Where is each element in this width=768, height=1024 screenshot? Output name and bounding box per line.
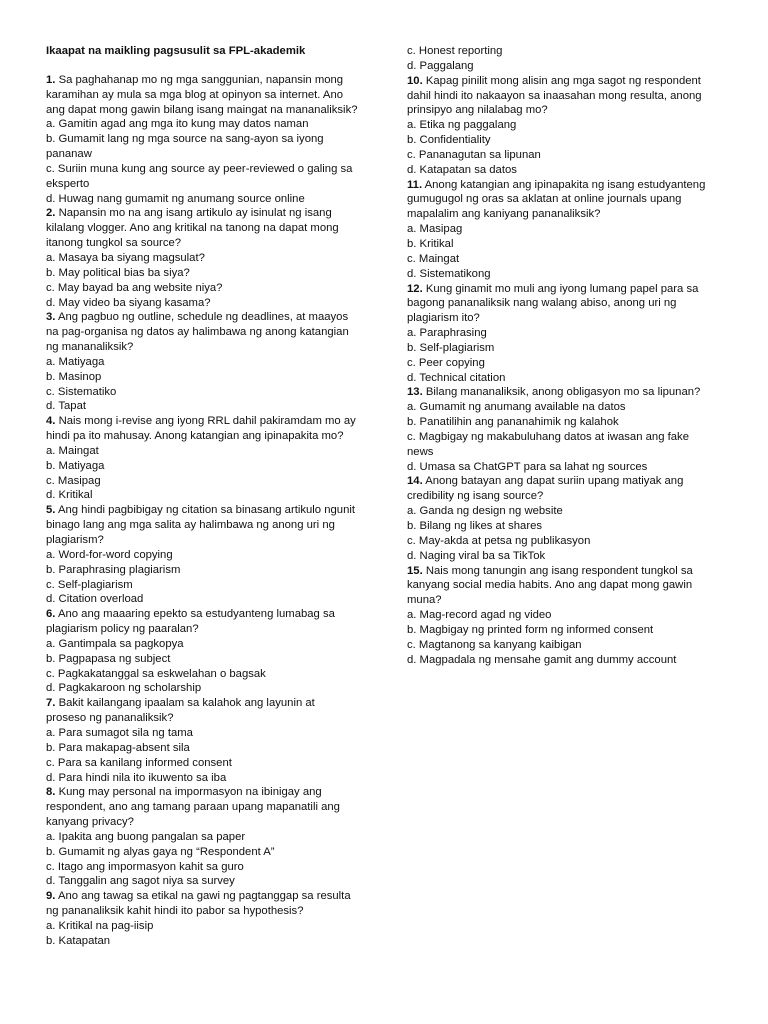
- answer-option: c. Honest reporting: [407, 45, 503, 57]
- question-number: 5.: [46, 504, 56, 517]
- question-prompt: Anong katangian ang ipinapakita ng isang estudyanteng gumugugol ng oras sa aklatan at online journals upang mapalalim ang kaniyang pananaliksik?: [407, 178, 706, 221]
- question-text: [46, 607, 358, 637]
- answer-option: a. Kritikal na pag-iisip: [46, 919, 154, 932]
- question-text: [407, 178, 713, 223]
- question-number: 12.: [407, 282, 423, 295]
- answer-option: c. Pananagutan sa lipunan: [407, 148, 541, 161]
- answer-option: d. Paggalang: [407, 59, 474, 72]
- answer-option: d. Pagkakaroon ng scholarship: [46, 682, 202, 695]
- answer-option: d. Citation overload: [46, 593, 144, 606]
- question-prompt: Ano ang maaaring epekto sa estudyanteng lumabag sa plagiarism policy ng paaralan?: [46, 608, 335, 636]
- question-block: [407, 385, 713, 474]
- answer-option: a. Etika ng paggalang: [407, 119, 517, 132]
- question-block: [46, 785, 358, 889]
- answer-option: c. Magbigay ng makabuluhang datos at iwasan ang fake news: [407, 430, 689, 458]
- answer-option: a. Masaya ba siyang magsulat?: [46, 251, 205, 264]
- answer-option: c. May-akda at petsa ng publikasyon: [407, 534, 591, 547]
- answer-option: a. Gumamit ng anumang available na datos: [407, 401, 626, 414]
- answer-option: a. Paraphrasing: [407, 327, 487, 340]
- answer-option: a. Gantimpala sa pagkopya: [46, 637, 184, 650]
- answer-option: a. Para sumagot sila ng tama: [46, 726, 193, 739]
- answer-option: b. Katapatan: [46, 934, 111, 947]
- question-text: [46, 785, 358, 830]
- answer-option: b. Magbigay ng printed form ng informed consent: [407, 623, 654, 636]
- question-prompt: Anong batayan ang dapat suriin upang matiyak ang credibility ng isang source?: [407, 475, 684, 503]
- left-column: [46, 44, 358, 949]
- question-prompt: Nais mong tanungin ang isang respondent tungkol sa kanyang social media habits. Ano ang dapat mong gawin muna?: [407, 564, 693, 607]
- question-block: [46, 414, 358, 503]
- question-block: [46, 73, 358, 207]
- answer-option: c. Pagkakatanggal sa eskwelahan o bagsak: [46, 667, 266, 680]
- answer-option: b. Matiyaga: [46, 459, 105, 472]
- question-block: [407, 564, 713, 668]
- question-prompt: Kapag pinilit mong alisin ang mga sagot ng respondent dahil hindi ito nakaayon sa inaasahan mong resulta, anong prinsipyo ang nilalabag mo?: [407, 74, 702, 117]
- question-number: 10.: [407, 74, 423, 87]
- answer-option: a. Ipakita ang buong pangalan sa paper: [46, 830, 246, 843]
- question-number: 7.: [46, 697, 56, 710]
- question-prompt: Ano ang tawag sa etikal na gawi ng pagtanggap sa resulta ng pananaliksik kahit hindi ito pabor sa hypothesis?: [46, 890, 351, 918]
- answer-option: a. Mag-record agad ng video: [407, 609, 552, 622]
- question-prompt: Kung ginamit mo muli ang iyong lumang papel para sa bagong pananaliksik nang walang abiso, anong uri ng plagiarism ito?: [407, 282, 699, 325]
- question-number: 9.: [46, 890, 56, 903]
- question-prompt: Ang hindi pagbibigay ng citation sa binasang artikulo ngunit binago lang ang mga salita ay halimbawa ng anong uri ng plagiarism?: [46, 504, 356, 546]
- answer-option: b. Self-plagiarism: [407, 341, 495, 354]
- answer-option: a. Gamitin agad ang mga ito kung may datos naman: [46, 118, 309, 131]
- answer-option: d. Magpadala ng mensahe gamit ang dummy account: [407, 653, 677, 666]
- question-text: [407, 385, 713, 400]
- question-prompt: Nais mong i-revise ang iyong RRL dahil pakiramdam mo ay hindi pa ito mahusay. Anong katangian ang ipinapakita mo?: [46, 415, 356, 443]
- question-text: [46, 206, 358, 251]
- answer-option: d. Para hindi nila ito ikuwento sa iba: [46, 771, 227, 784]
- answer-option: c. Self-plagiarism: [46, 578, 133, 591]
- answer-option: b. Gumamit ng alyas gaya ng “Respondent A”: [46, 845, 275, 858]
- answer-option: d. Technical citation: [407, 371, 506, 384]
- question-block: [46, 889, 358, 948]
- answer-option: c. Sistematiko: [46, 385, 117, 398]
- question-block: [407, 474, 713, 563]
- answer-option: d. Katapatan sa datos: [407, 163, 517, 176]
- question-number: 1.: [46, 73, 56, 86]
- question-text: [46, 310, 358, 355]
- answer-option: b. Bilang ng likes at shares: [407, 520, 543, 532]
- question-text: [46, 414, 358, 444]
- question-prompt: Ang pagbuo ng outline, schedule ng deadlines, at maayos na pag-organisa ng datos ay halimbawa ng anong katangian ng mananaliksik?: [46, 311, 349, 354]
- answer-option: d. May video ba siyang kasama?: [46, 296, 211, 309]
- question-text: [46, 696, 358, 726]
- answer-option: d. Tapat: [46, 400, 86, 413]
- answer-option: a. Masipag: [407, 223, 463, 236]
- question-prompt: Sa paghahanap mo ng mga sanggunian, napansin mong karamihan ay mula sa mga blog at opinyon sa internet. Ano ang dapat mong gawin bilang isang maingat na mananaliksik?: [46, 73, 358, 116]
- question-number: 15.: [407, 564, 423, 577]
- answer-option: c. Suriin muna kung ang source ay peer-reviewed o galing sa eksperto: [46, 162, 353, 190]
- question-prompt: Kung may personal na impormasyon na ibinigay ang respondent, ano ang tamang paraan upang mapanatili ang kanyang privacy?: [46, 786, 340, 829]
- right-column: [407, 44, 713, 667]
- question-block: [46, 206, 358, 310]
- answer-option: c. Peer copying: [407, 356, 485, 369]
- question-prompt: Bakit kailangang ipaalam sa kalahok ang layunin at proseso ng pananaliksik?: [46, 697, 315, 725]
- question-number: 4.: [46, 415, 56, 428]
- answer-option: d. Umasa sa ChatGPT para sa lahat ng sources: [407, 460, 648, 473]
- question-block: [407, 282, 713, 386]
- answer-option: c. Itago ang impormasyon kahit sa guro: [46, 860, 244, 873]
- answer-option: c. May bayad ba ang website niya?: [46, 281, 223, 294]
- question-number: 3.: [46, 311, 56, 324]
- question-number: 8.: [46, 786, 56, 799]
- answer-option: a. Maingat: [46, 444, 99, 457]
- answer-option: b. Paraphrasing plagiarism: [46, 563, 181, 576]
- question-text: [407, 74, 713, 119]
- answer-option: b. Kritikal: [407, 237, 454, 250]
- question-block: [46, 503, 358, 607]
- question-block: [407, 178, 713, 282]
- answer-option: d. Sistematikong: [407, 267, 491, 280]
- question-prompt: Bilang mananaliksik, anong obligasyon mo sa lipunan?: [425, 386, 701, 399]
- question-text: [407, 282, 713, 327]
- answer-option: a. Word-for-word copying: [46, 548, 173, 561]
- question-number: 6.: [46, 608, 56, 621]
- answer-option: b. Masinop: [46, 370, 102, 383]
- answer-option: c. Maingat: [407, 252, 460, 265]
- question-number: 14.: [407, 475, 423, 488]
- answer-option: c. Masipag: [46, 474, 101, 487]
- answer-option: d. Kritikal: [46, 489, 93, 502]
- answer-option: d. Tanggalin ang sagot niya sa survey: [46, 875, 235, 888]
- answer-option: a. Matiyaga: [46, 355, 105, 368]
- answer-option: b. Pagpapasa ng subject: [46, 652, 171, 665]
- question-block: [46, 607, 358, 696]
- question-block: [46, 310, 358, 414]
- answer-option: d. Huwag nang gumamit ng anumang source online: [46, 192, 305, 205]
- question-text: [46, 889, 358, 919]
- question-block: [407, 74, 713, 178]
- answer-option: b. Gumamit lang ng mga source na sang-ayon sa iyong pananaw: [46, 133, 324, 161]
- answer-option: b. May political bias ba siya?: [46, 266, 190, 279]
- answer-option: c. Para sa kanilang informed consent: [46, 756, 232, 769]
- question-text: [46, 73, 358, 118]
- question-number: 13.: [407, 386, 423, 399]
- question-number: 11.: [407, 178, 423, 191]
- question-text: [46, 503, 358, 548]
- answer-option: b. Confidentiality: [407, 134, 491, 147]
- answer-option: b. Panatilihin ang pananahimik ng kalahok: [407, 416, 619, 429]
- quiz-title: Ikaapat na maikling pagsusulit sa FPL-akademik: [46, 45, 306, 57]
- question-text: [407, 564, 713, 609]
- question-text: [407, 474, 713, 504]
- question-block: [46, 696, 358, 785]
- answer-option: d. Naging viral ba sa TikTok: [407, 549, 546, 562]
- question-number: 2.: [46, 207, 56, 220]
- answer-option: c. Magtanong sa kanyang kaibigan: [407, 638, 582, 651]
- answer-option: b. Para makapag-absent sila: [46, 741, 190, 754]
- answer-option: a. Ganda ng design ng website: [407, 505, 563, 518]
- question-prompt: Napansin mo na ang isang artikulo ay isinulat ng isang kilalang vlogger. Ano ang kritikal na tanong na dapat mong itanong tungkol sa source?: [46, 207, 339, 250]
